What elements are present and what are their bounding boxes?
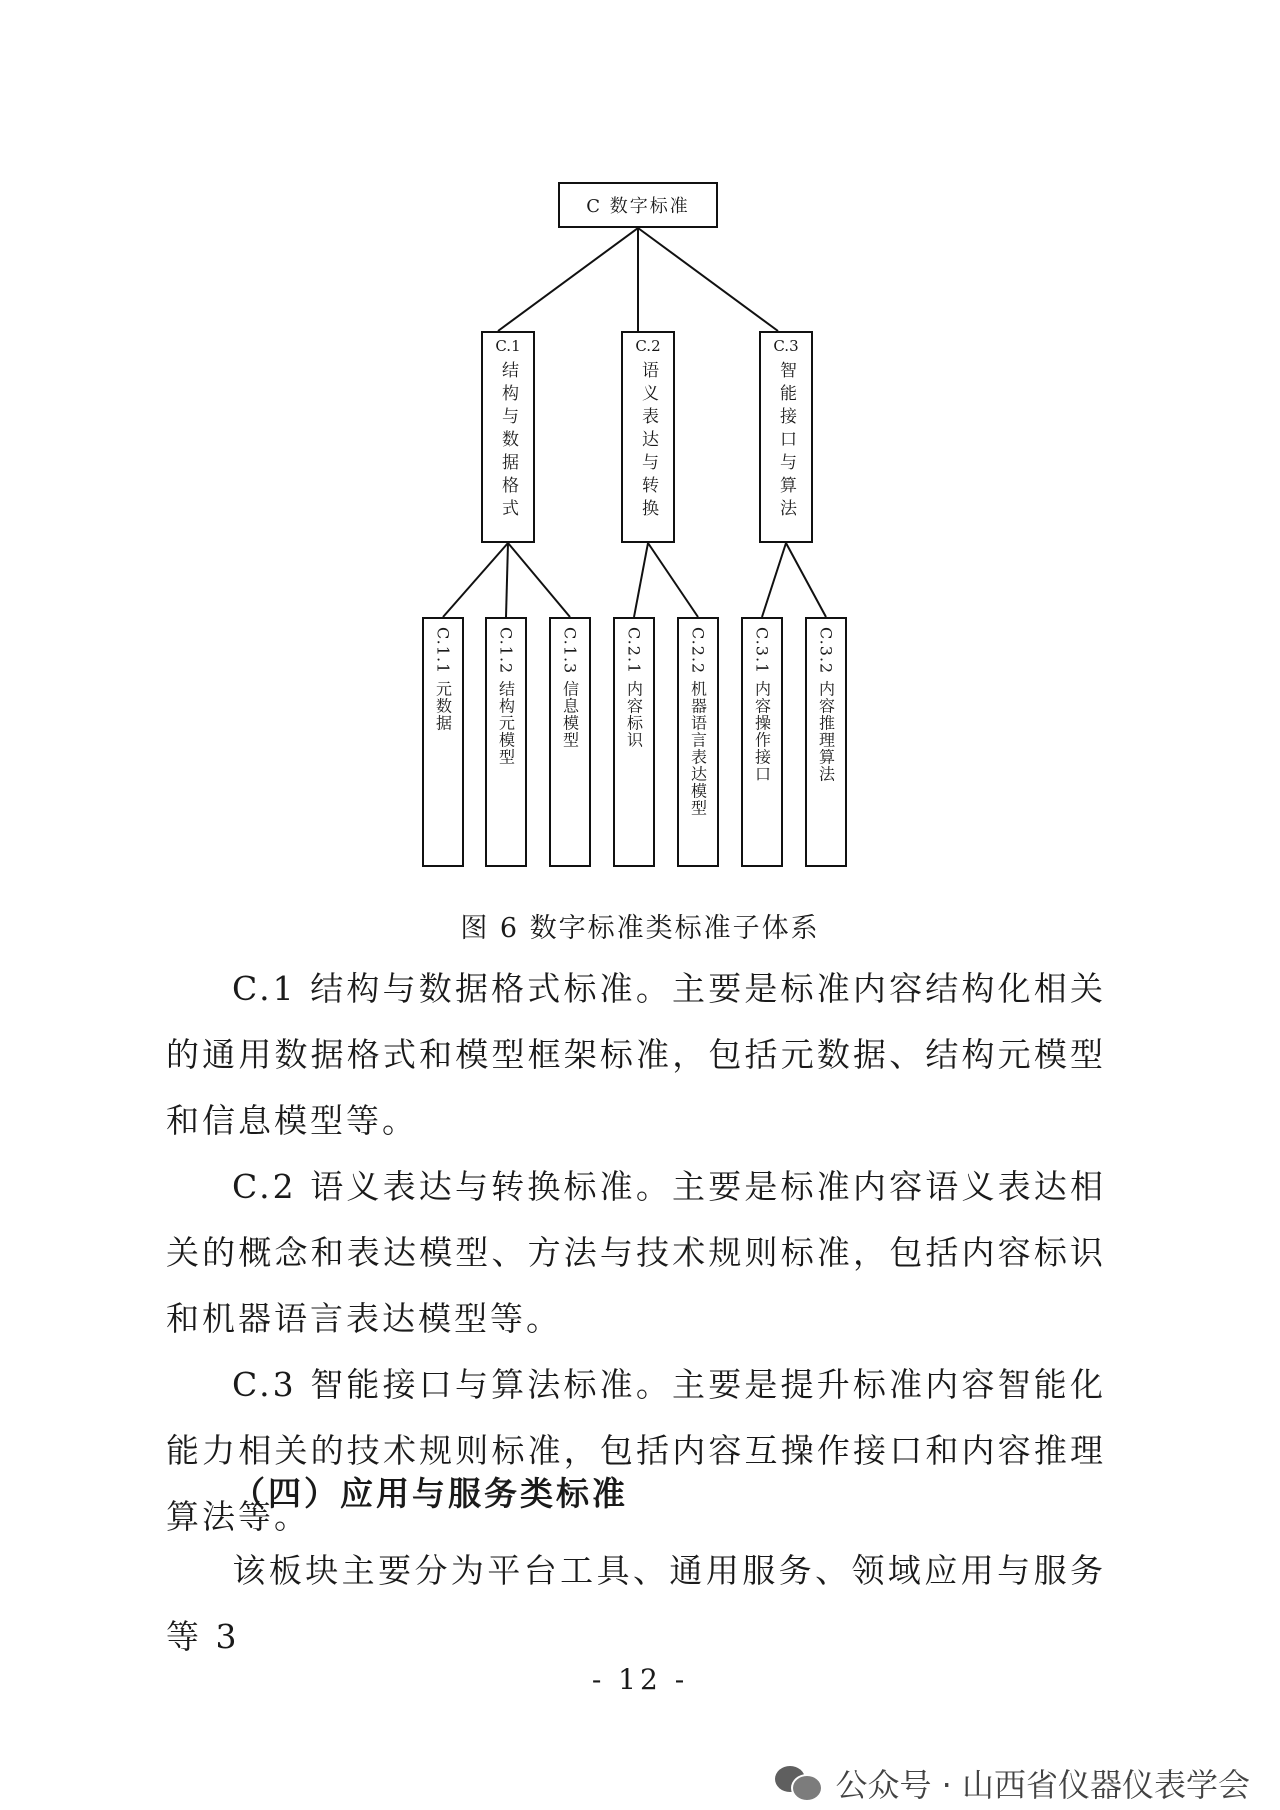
leaf-label: C.3.1 内容操作接口 [752,627,772,783]
paragraph-text: C.3 智能接口与算法标准。主要是提升标准内容智能化能力相关的技术规则标准，包括内容互操作接口和内容推理算法等。 [166,1365,1106,1536]
branch-name: 智能接口与算法 [776,361,796,522]
connector-c3-c32 [786,543,826,617]
paragraph-c1 [166,956,1106,1154]
connector-c2-c22 [648,543,698,617]
page-number: - 12 - [591,1663,689,1696]
paragraph-text: C.1 结构与数据格式标准。主要是标准内容结构化相关的通用数据格式和模型框架标准，包括元数据、结构元模型和信息模型等。 [166,969,1106,1140]
paragraph-c2 [166,1154,1106,1352]
connector-c1-c12 [506,543,508,617]
wechat-icon [775,1764,821,1802]
leaf-node-c11 [422,617,464,867]
branch-code: C.2 [635,337,661,355]
leaf-node-c32 [805,617,847,867]
paragraph-c3 [166,1352,1106,1550]
leaf-label: C.1.1 元数据 [433,627,453,732]
watermark-text: 公众号 · 山西省仪器仪表学会 [835,1766,1250,1804]
connector-root-c1 [498,228,638,331]
branch-name: 语义表达与转换 [638,361,658,522]
leaf-node-c21 [613,617,655,867]
branch-node-c1 [481,331,535,543]
branch-code: C.1 [495,337,521,355]
connector-c2-c21 [634,543,648,617]
leaf-label: C.2.2 机器语言表达模型 [688,627,708,817]
branch-node-c3 [759,331,813,543]
connector-c3-c31 [762,543,786,617]
branch-node-c2 [621,331,675,543]
branch-code: C.3 [773,337,799,355]
leaf-node-c31 [741,617,783,867]
leaf-node-c22 [677,617,719,867]
leaf-label: C.1.2 结构元模型 [496,627,516,766]
connector-c1-c13 [508,543,570,617]
section-heading: （四）应用与服务类标准 [232,1474,628,1513]
branch-name: 结构与数据格式 [498,361,518,522]
connector-c1-c11 [443,543,508,617]
paragraph-section4 [166,1538,1106,1670]
connector-root-c3 [638,228,778,331]
leaf-label: C.3.2 内容推理算法 [816,627,836,783]
leaf-label: C.2.1 内容标识 [624,627,644,749]
leaf-node-c12 [485,617,527,867]
leaf-label: C.1.3 信息模型 [560,627,580,749]
paragraph-text: 该板块主要分为平台工具、通用服务、领域应用与服务等 3 [166,1551,1106,1656]
root-node: C 数字标准 [558,182,718,228]
leaf-node-c13 [549,617,591,867]
standards-tree-diagram [0,0,1280,880]
figure-caption: 图 6 数字标准类标准子体系 [460,913,820,944]
watermark [775,1760,1250,1806]
paragraph-text: C.2 语义表达与转换标准。主要是标准内容语义表达相关的概念和表达模型、方法与技术规则标准，包括内容标识和机器语言表达模型等。 [166,1167,1106,1338]
